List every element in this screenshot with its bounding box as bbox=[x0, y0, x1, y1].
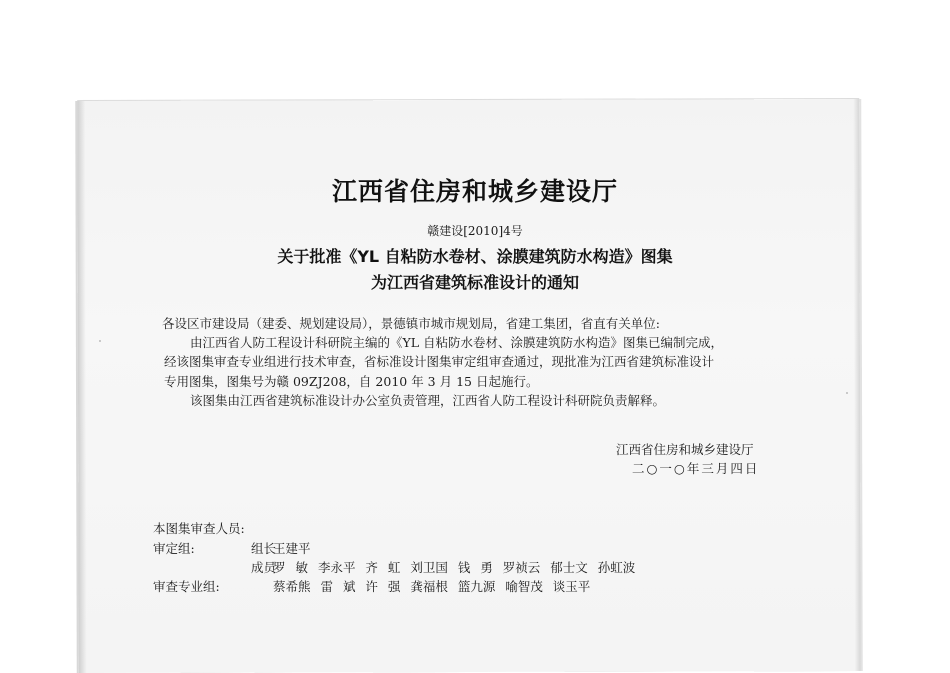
paper-speck bbox=[846, 392, 848, 394]
leader-name: 王建平 bbox=[273, 541, 311, 556]
subject-line-2: 为江西省建筑标准设计的通知 bbox=[370, 273, 579, 292]
body-paragraph-1-line-1: 由江西省人防工程设计科研院主编的《YL 自粘防水卷材、涂膜建筑防水构造》图集已编制完成， bbox=[190, 335, 724, 350]
body-paragraph-1-line-3: 专用图集，图集号为赣 09ZJ208，自 2010 年 3 月 15 日起施行。 bbox=[164, 374, 539, 389]
subject-line-1: 关于批准《YL 自粘防水卷材、涂膜建筑防水构造》图集 bbox=[277, 247, 673, 266]
body-paragraph-1-line-2: 经该图集审查专业组进行技术审查，省标准设计图集审定组审查通过，现批准为江西省建筑标准设计 bbox=[164, 354, 715, 369]
issuer-title: 江西省住房和城乡建设厅 bbox=[331, 177, 618, 206]
approval-group-label: 审定组: bbox=[153, 541, 195, 556]
members-label: 成员 bbox=[251, 560, 277, 575]
reviewers-heading: 本图集审查人员: bbox=[153, 521, 245, 536]
signature-date: 二○一○年三月四日 bbox=[632, 461, 760, 476]
review-team-members: 蔡希熊 雷 斌 许 强 龚福根 篮九源 喻智茂 谈玉平 bbox=[273, 579, 591, 594]
leader-label: 组长 bbox=[251, 541, 277, 556]
body-paragraph-2: 该图集由江西省建筑标准设计办公室负责管理，江西省人防工程设计科研院负责解释。 bbox=[190, 393, 666, 408]
paper-speck bbox=[99, 340, 101, 342]
review-team-label: 审查专业组: bbox=[153, 579, 220, 594]
signature-issuer: 江西省住房和城乡建设厅 bbox=[616, 442, 754, 457]
approval-group-members: 罗 敏 李永平 齐 虹 刘卫国 钱 勇 罗祯云 郁士文 孙虹波 bbox=[273, 560, 636, 575]
document-number: 赣建设[2010]4号 bbox=[427, 224, 523, 238]
addressee-line: 各设区市建设局（建委、规划建设局），景德镇市城市规划局，省建工集团，省直有关单位: bbox=[162, 316, 660, 331]
